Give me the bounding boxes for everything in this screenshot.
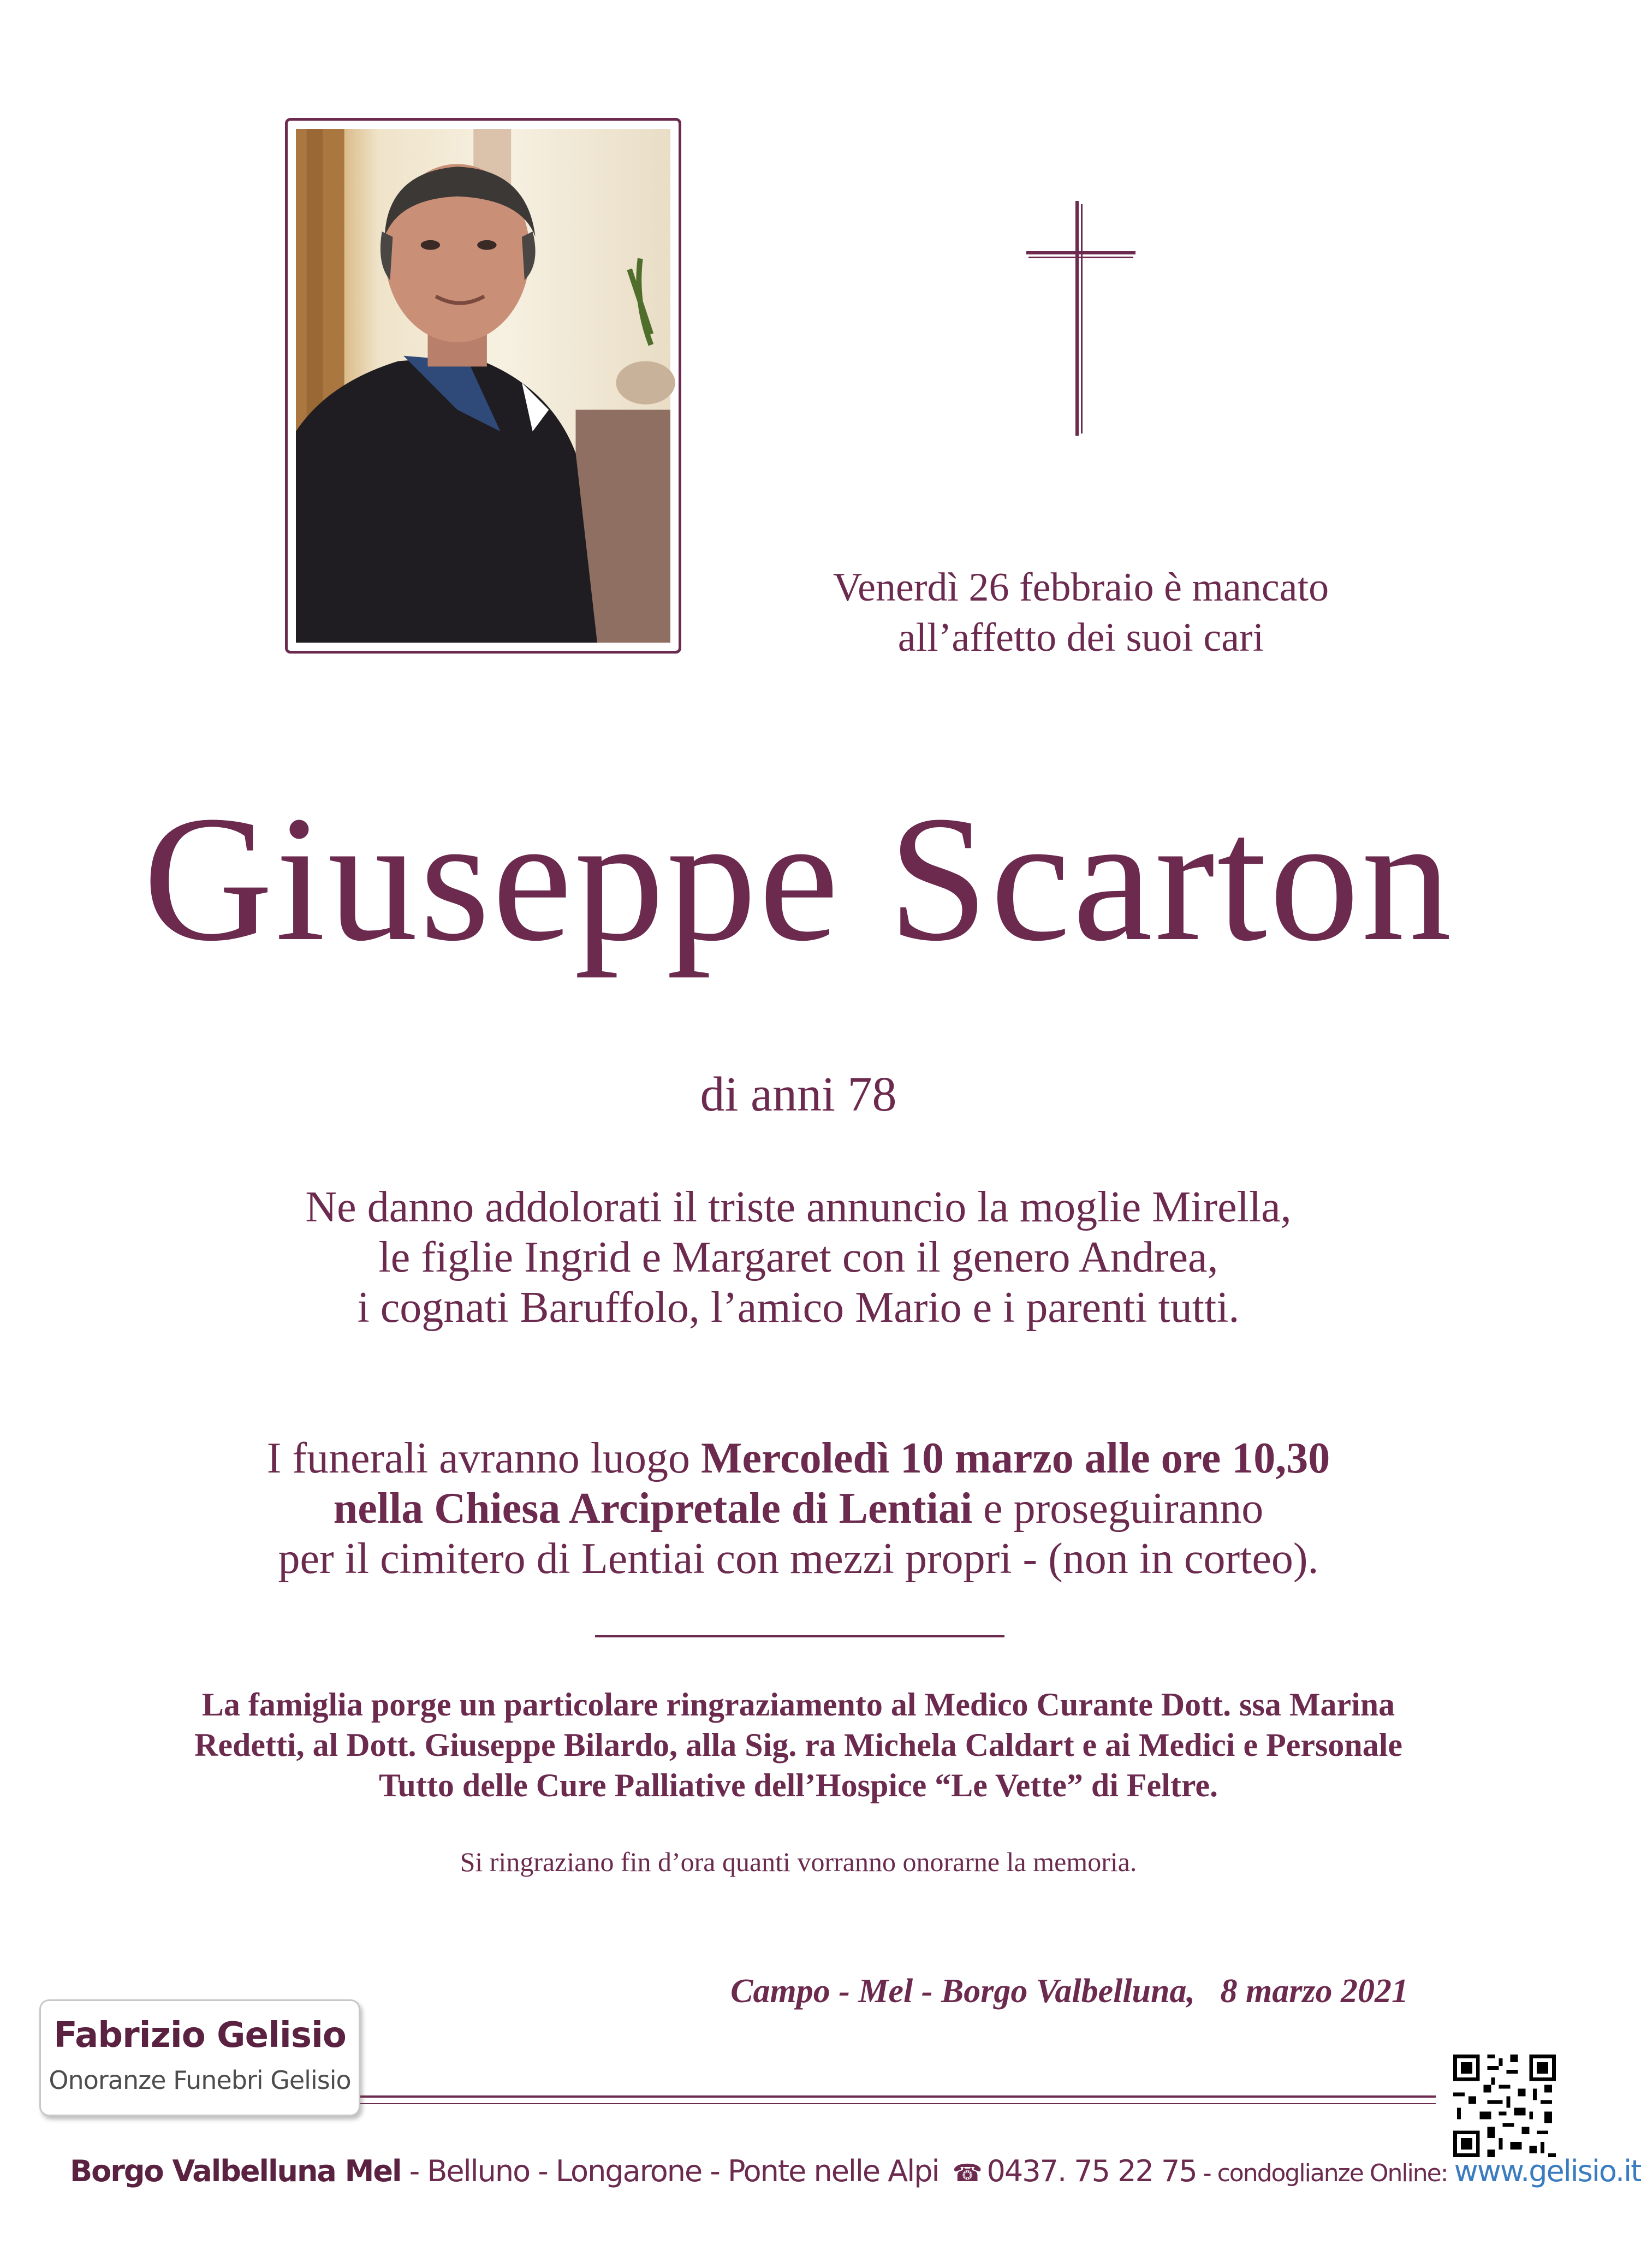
footer-contacts <box>70 2152 1641 2193</box>
thanks-line-3: Tutto delle Cure Palliative dell’Hospice “Le Vette” di Feltre. <box>378 1767 1218 1803</box>
family-announcement <box>0 1182 1597 1333</box>
intro-line-1: Venerdì 26 febbraio è mancato <box>833 565 1329 610</box>
portrait-illustration <box>296 129 670 643</box>
thanks-line-1: La famiglia porge un particolare ringraziamento al Medico Curante Dott. ssa Marina <box>201 1687 1395 1723</box>
deceased-name: Giuseppe Scarton <box>143 779 1454 978</box>
thanks-line-2: Redetti, al Dott. Giuseppe Bilardo, alla Sig. ra Michela Caldart e ai Medici e Personale <box>194 1727 1403 1763</box>
family-line-3: i cognati Baruffolo, l’amico Mario e i parenti tutti. <box>357 1284 1240 1332</box>
place-date: Campo - Mel - Borgo Valbelluna, 8 marzo 2021 <box>730 1973 1408 2010</box>
family-line-2: le figlie Ingrid e Margaret con il genero Andrea, <box>378 1233 1218 1281</box>
qr-code[interactable] <box>1449 2051 1560 2161</box>
deceased-age: di anni 78 <box>700 1067 897 1121</box>
portrait-photo <box>296 129 670 643</box>
funeral-line-2 <box>0 1483 1597 1534</box>
footer-rule-thick <box>360 2095 1436 2098</box>
family-line-1: Ne danno addolorati il triste annuncio la moglie Mirella, <box>305 1183 1292 1231</box>
footer-locations: - Belluno - Longarone - Ponte nelle Alpi <box>401 2154 947 2188</box>
funeral-line-1 <box>0 1433 1597 1483</box>
funeral-church: nella Chiesa Arcipretale di Lentiai <box>333 1485 973 1533</box>
footer-condolences: - condoglianze Online: <box>1196 2159 1454 2187</box>
footer-rule-thin <box>360 2103 1436 2104</box>
cross-icon <box>1026 201 1135 436</box>
intro-line-2: all’affetto dei suoi cari <box>897 615 1264 660</box>
funeral-line-1-text: I funerali avranno luogo <box>266 1434 701 1482</box>
funeral-details <box>0 1433 1597 1584</box>
funeral-line-3: per il cimitero di Lentiai con mezzi propri - (non in corteo). <box>278 1535 1319 1583</box>
funeral-date-time: Mercoledì 10 marzo alle ore 10,30 <box>701 1434 1330 1482</box>
footer-phone[interactable]: 0437. 75 22 75 <box>986 2154 1197 2188</box>
website-link[interactable]: www.gelisio.it <box>1454 2154 1641 2188</box>
logo-subtitle: Onoranze Funebri Gelisio <box>49 2065 351 2095</box>
funeral-home-logo <box>39 1999 360 2116</box>
memory-note: Si ringraziano fin d’ora quanti vorranno onorarne la memoria. <box>460 1847 1137 1877</box>
separator-line <box>595 1635 1004 1637</box>
intro-text <box>753 562 1408 663</box>
footer-town: Borgo Valbelluna Mel <box>70 2154 401 2188</box>
thanks-text <box>82 1684 1515 1806</box>
portrait-frame <box>285 118 681 654</box>
phone-icon: ☎ <box>952 2159 982 2187</box>
logo-name: Fabrizio Gelisio <box>53 2015 346 2056</box>
funeral-line-2-text: e proseguiranno <box>972 1485 1264 1533</box>
